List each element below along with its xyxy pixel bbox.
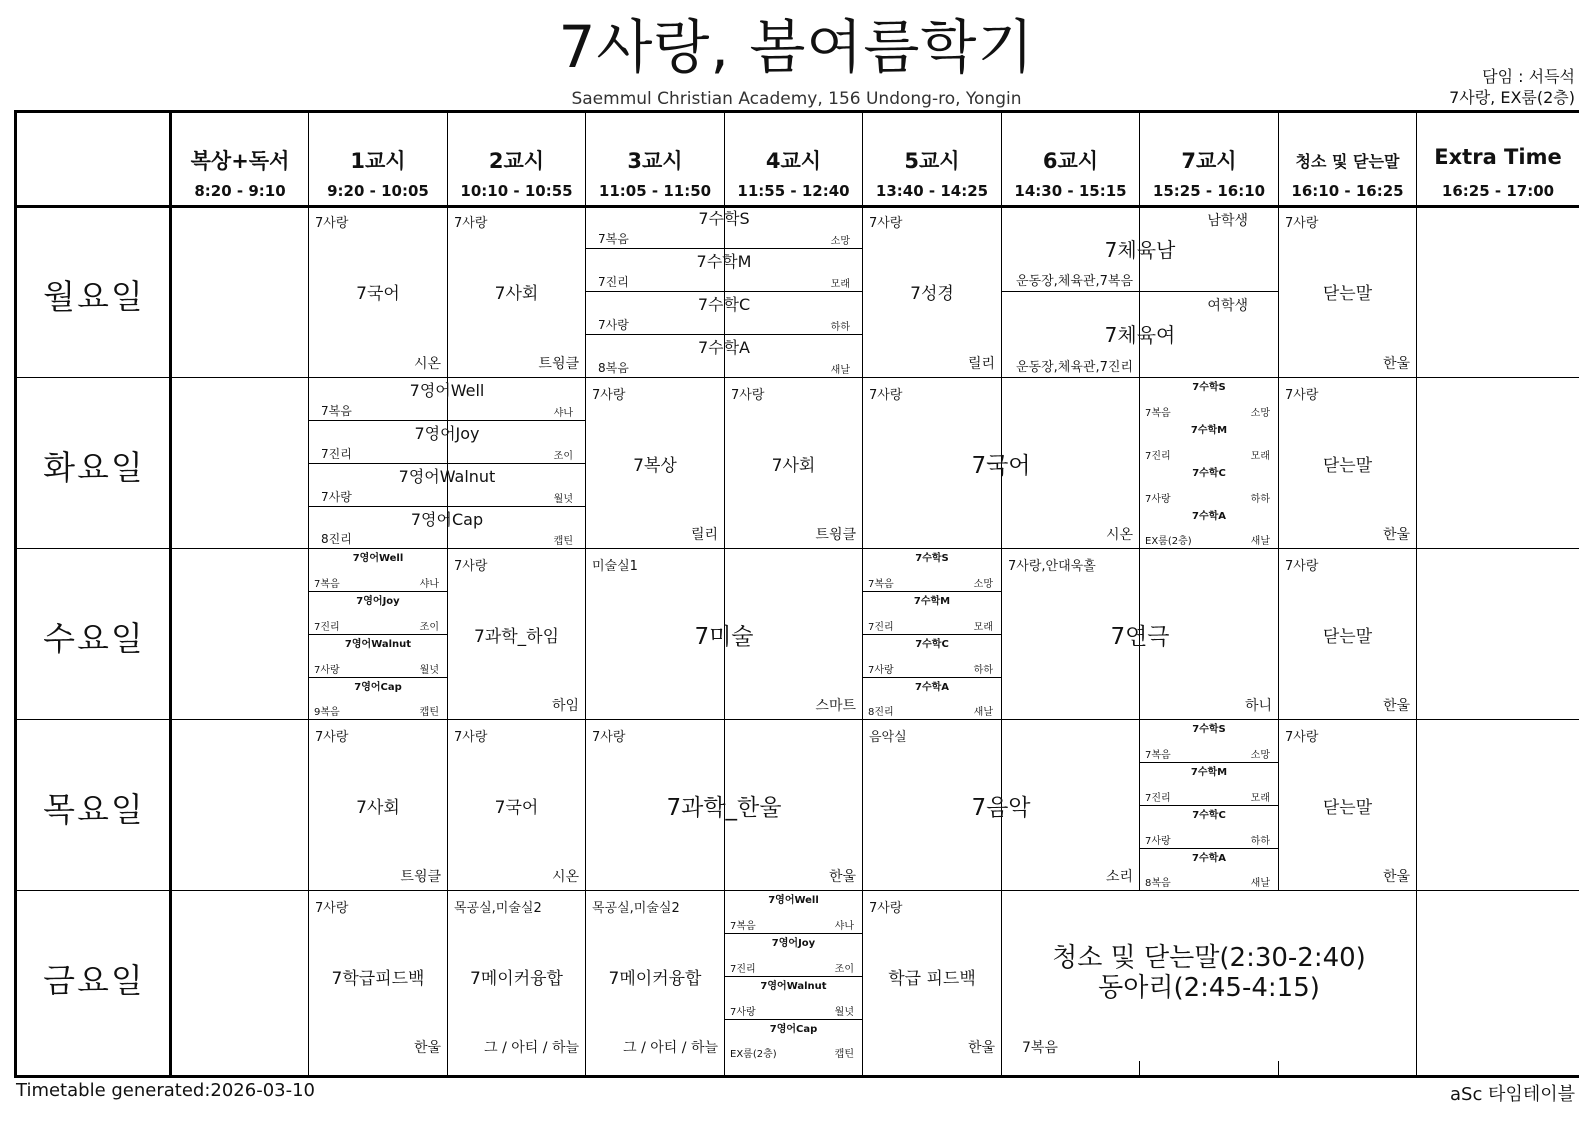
period-header: 청소 및 닫는말 16:10 - 16:25 [1291,152,1404,200]
class-info [1449,66,1575,108]
lesson-cell[interactable]: 7사랑 7사회 트윙클 [454,216,579,372]
english-group: 7영어Well 7복음 샤나 [321,381,573,419]
club-line-2: 동아리(2:45-4:15) [1098,973,1320,1003]
period-header: 3교시 11:05 - 11:50 [598,149,712,200]
math-split-cell[interactable] [586,206,862,377]
day-label-tue: 화요일 [43,448,145,487]
homeroom-teacher: 담임 : 서득석 [1482,67,1575,86]
period-header: 5교시 13:40 - 14:25 [875,149,989,200]
lesson-cell[interactable]: 7사랑 7복상 릴리 [592,388,718,543]
lesson-cell[interactable]: 7사랑 7국어 시온 [869,388,1133,543]
lesson-cell[interactable]: 7사랑 7과학_하임 하임 [454,559,579,714]
math-group: 7수학C 7사랑 하하 [598,295,850,333]
english-group: 7영어Walnut 7사랑 월넛 [730,981,854,1018]
pe-split-cell[interactable]: 남학생 7체육남 운동장,체육관,7복음 여학생 7체육여 운동장,체육관,7진리 [1002,206,1278,377]
page-title: 7사랑, 봄여름학기 [558,13,1035,81]
period-header: 4교시 11:55 - 12:40 [737,149,850,200]
day-label-thu: 목요일 [43,790,145,829]
lesson-cell[interactable]: 7사랑 7사회 트윙클 [731,388,856,543]
period-header: 복상+독서 8:20 - 9:10 [190,149,290,200]
math-group: 7수학M 7진리 모래 [1145,767,1270,804]
period-header: 2교시 10:10 - 10:55 [460,149,573,200]
app-credit: aSc 타임테이블 [1449,1084,1575,1105]
period-header: 7교시 15:25 - 16:10 [1152,149,1266,200]
english-group: 7영어Well 7복음 샤나 [314,553,439,590]
lesson-cell[interactable]: 7사랑 학급 피드백 한울 [869,901,995,1056]
lesson-cell[interactable]: 목공실,미술실2 7메이커융합 그 / 아티 / 하늘 [592,901,718,1056]
math-split-cell[interactable] [1140,720,1278,890]
period-header: 6교시 14:30 - 15:15 [1014,149,1127,200]
math-group: 7수학S 7복음 소망 [1145,382,1270,419]
math-group: 7수학A 8복음 새날 [598,338,850,376]
english-group: 7영어Cap EX룸(2층) 캡틴 [730,1024,854,1060]
lesson-cell[interactable]: 7사랑 7학급피드백 한울 [315,901,441,1056]
lesson-cell[interactable]: 7사랑 7성경 릴리 [869,216,995,372]
math-group: 7수학A EX룸(2층) 새날 [1145,511,1270,547]
math-group: 7수학C 7사랑 하하 [868,639,993,676]
lesson-cell[interactable]: 7사랑 닫는말 한울 [1285,216,1410,372]
classroom-label: 7사랑, EX룸(2층) [1449,88,1575,107]
english-group: 7영어Joy 7진리 조이 [730,938,854,975]
club-cell[interactable]: 청소 및 닫는말(2:30-2:40) 동아리(2:45-4:15) 7복음 [1002,891,1416,1061]
math-split-cell[interactable] [863,549,1001,719]
lesson-cell[interactable]: 목공실,미술실2 7메이커융합 그 / 아티 / 하늘 [454,901,579,1056]
period-header: 1교시 9:20 - 10:05 [327,149,429,200]
english-group: 7영어Cap 9복음 캡틴 [314,682,439,718]
day-label-fri: 금요일 [43,961,145,1000]
english-group: 7영어Walnut 7사랑 월넛 [314,639,439,676]
period-header: Extra Time 16:25 - 17:00 [1434,145,1562,200]
school-address: Saemmul Christian Academy, 156 Undong-ro, Yongin [571,89,1022,109]
english-split-cell[interactable] [725,891,862,1061]
english-split-cell[interactable] [309,549,447,719]
math-group: 7수학M 7진리 모래 [868,596,993,633]
math-group: 7수학S 7복음 소망 [598,209,850,247]
club-line-1: 청소 및 닫는말(2:30-2:40) [1052,943,1366,973]
math-group: 7수학M 7진리 모래 [598,252,850,290]
english-group: 7영어Joy 7진리 조이 [314,596,439,633]
lesson-cell[interactable]: 7사랑 7과학_한울 한울 [592,730,856,885]
math-group: 7수학S 7복음 소망 [1145,724,1270,761]
lesson-cell[interactable]: 7사랑 7국어 시온 [315,216,441,372]
generated-date: Timetable generated:2026-03-10 [16,1080,316,1101]
english-group: 7영어Joy 7진리 조이 [321,424,573,462]
day-label-wed: 수요일 [43,619,145,658]
math-group: 7수학A 8복음 새날 [1145,853,1270,889]
english-group: 7영어Cap 8진리 캡틴 [321,510,573,547]
math-split-cell[interactable] [1140,378,1278,548]
lesson-cell[interactable]: 음악실 7음악 소리 [869,730,1133,885]
math-group: 7수학M 7진리 모래 [1145,425,1270,462]
day-label-mon: 월요일 [43,277,145,316]
lesson-cell[interactable]: 7사랑,안대욱홀 7연극 하니 [1008,559,1272,714]
lesson-cell[interactable]: 7사랑 닫는말 한울 [1285,730,1410,885]
lesson-cell[interactable]: 7사랑 7사회 트윙클 [315,730,441,885]
math-group: 7수학C 7사랑 하하 [1145,810,1270,847]
english-group: 7영어Well 7복음 샤나 [730,895,854,932]
lesson-cell[interactable]: 미술실1 7미술 스마트 [592,559,856,714]
timetable-grid [14,110,1579,1078]
english-group: 7영어Walnut 7사랑 월넛 [321,467,573,505]
math-group: 7수학A 8진리 새날 [868,682,993,718]
lesson-cell[interactable]: 7사랑 닫는말 한울 [1285,559,1410,714]
lesson-cell[interactable]: 7사랑 7국어 시온 [454,730,579,885]
math-group: 7수학C 7사랑 하하 [1145,468,1270,505]
math-group: 7수학S 7복음 소망 [868,553,993,590]
lesson-cell[interactable]: 7사랑 닫는말 한울 [1285,388,1410,543]
english-split-cell[interactable] [309,378,585,548]
